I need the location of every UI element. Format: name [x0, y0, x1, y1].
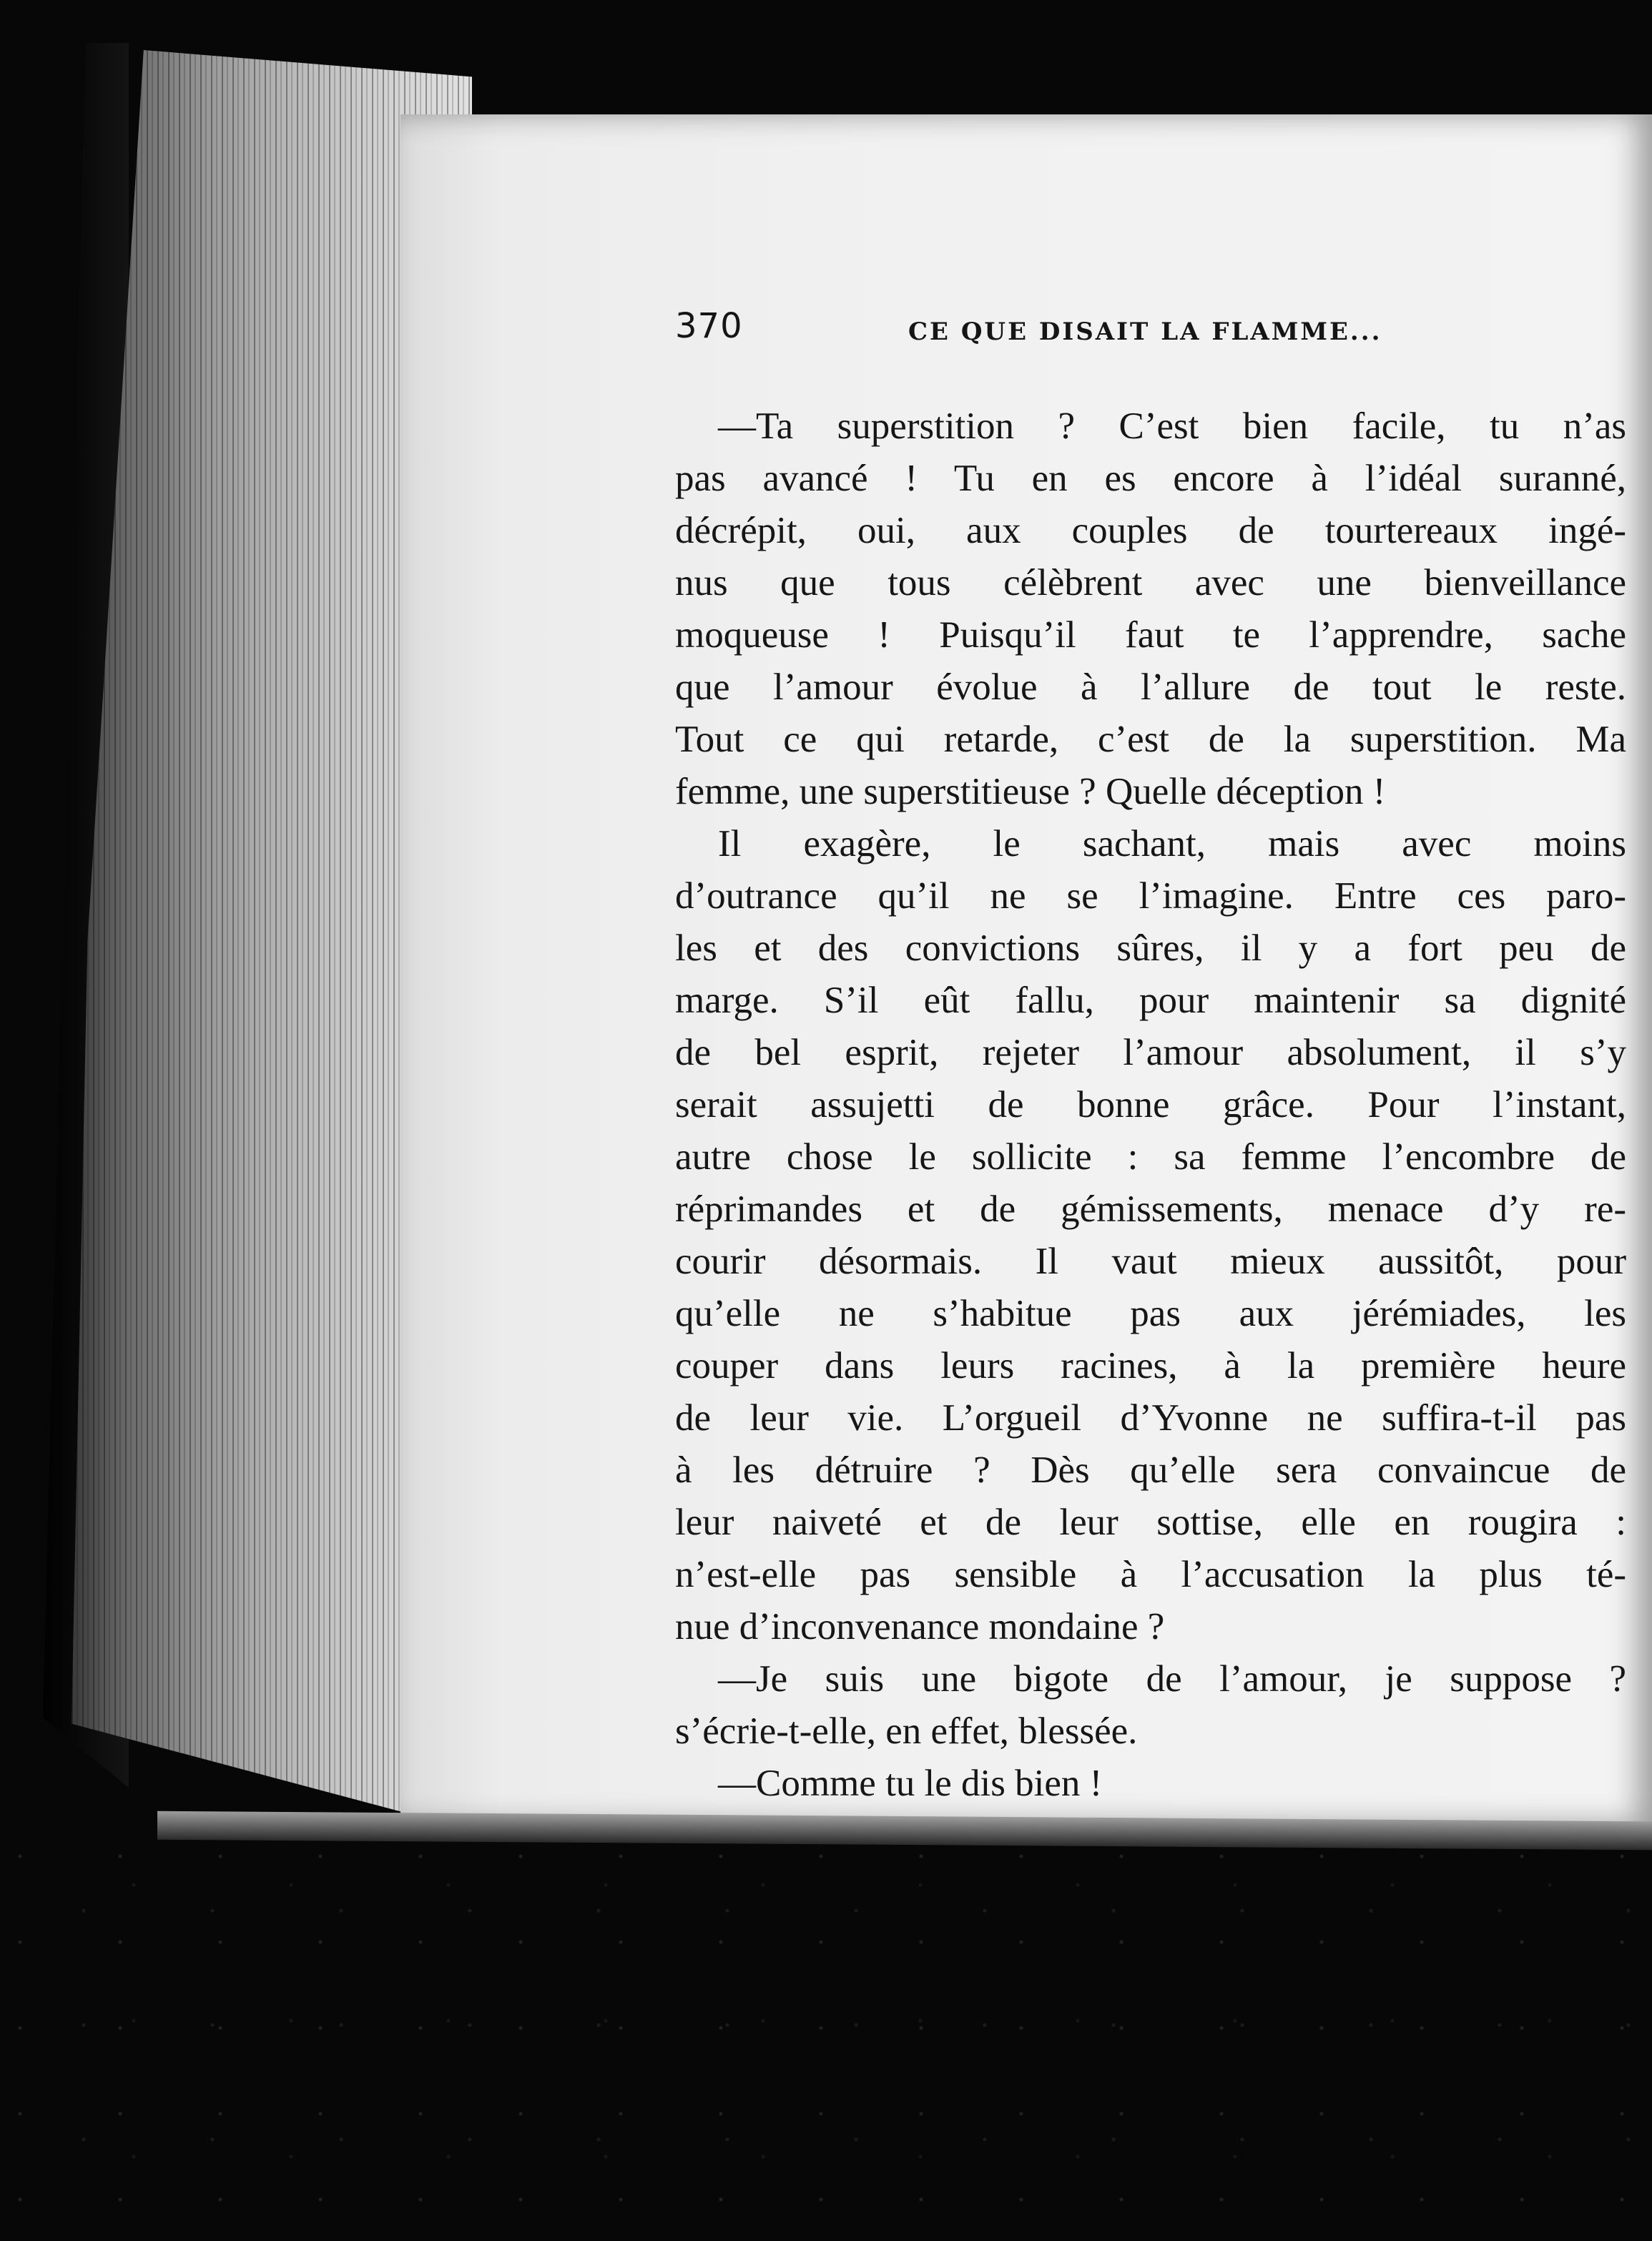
text-line: femme, une superstitieuse ? Quelle déception ! [675, 771, 1386, 812]
text-line: décrépit, oui, aux couples de tourtereaux ingé- [675, 510, 1626, 551]
text-line: nue d’inconvenance mondaine ? [675, 1606, 1165, 1647]
text-line: de bel esprit, rejeter l’amour absolument, il s’y [675, 1032, 1626, 1073]
body-text [675, 400, 1626, 1810]
text-line: —Ta superstition ? C’est bien facile, tu n’as [718, 405, 1626, 447]
text-line: pas avancé ! Tu en es encore à l’idéal suranné, [675, 458, 1626, 499]
page-header [675, 306, 1626, 349]
text-line: autre chose le sollicite : sa femme l’encombre de [675, 1136, 1626, 1178]
text-line: de leur vie. L’orgueil d’Yvonne ne suffira-t-il pas [675, 1397, 1626, 1439]
text-line: que l’amour évolue à l’allure de tout le reste. [675, 666, 1626, 708]
text-line: Tout ce qui retarde, c’est de la superstition. Ma [675, 719, 1626, 760]
text-line: courir désormais. Il vaut mieux aussitôt, pour [675, 1241, 1626, 1282]
text-line: Il exagère, le sachant, mais avec moins [718, 823, 1626, 865]
text-line: serait assujetti de bonne grâce. Pour l’instant, [675, 1084, 1626, 1126]
text-line: à les détruire ? Dès qu’elle sera convaincue de [675, 1449, 1626, 1491]
text-line: nus que tous célèbrent avec une bienveillance [675, 562, 1626, 604]
text-line: marge. S’il eût fallu, pour maintenir sa dignité [675, 980, 1626, 1021]
running-title: CE QUE DISAIT LA FLAMME... [908, 317, 1382, 346]
text-line: réprimandes et de gémissements, menace d’y re- [675, 1188, 1626, 1230]
text-line: s’écrie-t-elle, en effet, blessée. [675, 1710, 1138, 1752]
text-line: n’est-elle pas sensible à l’accusation la plus té- [675, 1554, 1626, 1595]
text-line: couper dans leurs racines, à la première heure [675, 1345, 1626, 1387]
text-line: —Je suis une bigote de l’amour, je suppose ? [718, 1658, 1626, 1700]
text-line: les et des convictions sûres, il y a fort peu de [675, 927, 1626, 969]
text-line: leur naiveté et de leur sottise, elle en rougira : [675, 1502, 1626, 1543]
text-line: moqueuse ! Puisqu’il faut te l’apprendre, sache [675, 614, 1626, 656]
text-line: qu’elle ne s’habitue pas aux jérémiades, les [675, 1293, 1626, 1334]
photo-grain [0, 1831, 1652, 2241]
text-line: —Comme tu le dis bien ! [718, 1763, 1103, 1804]
page-number: 370 [675, 306, 743, 346]
text-line: d’outrance qu’il ne se l’imagine. Entre ces paro- [675, 875, 1626, 917]
